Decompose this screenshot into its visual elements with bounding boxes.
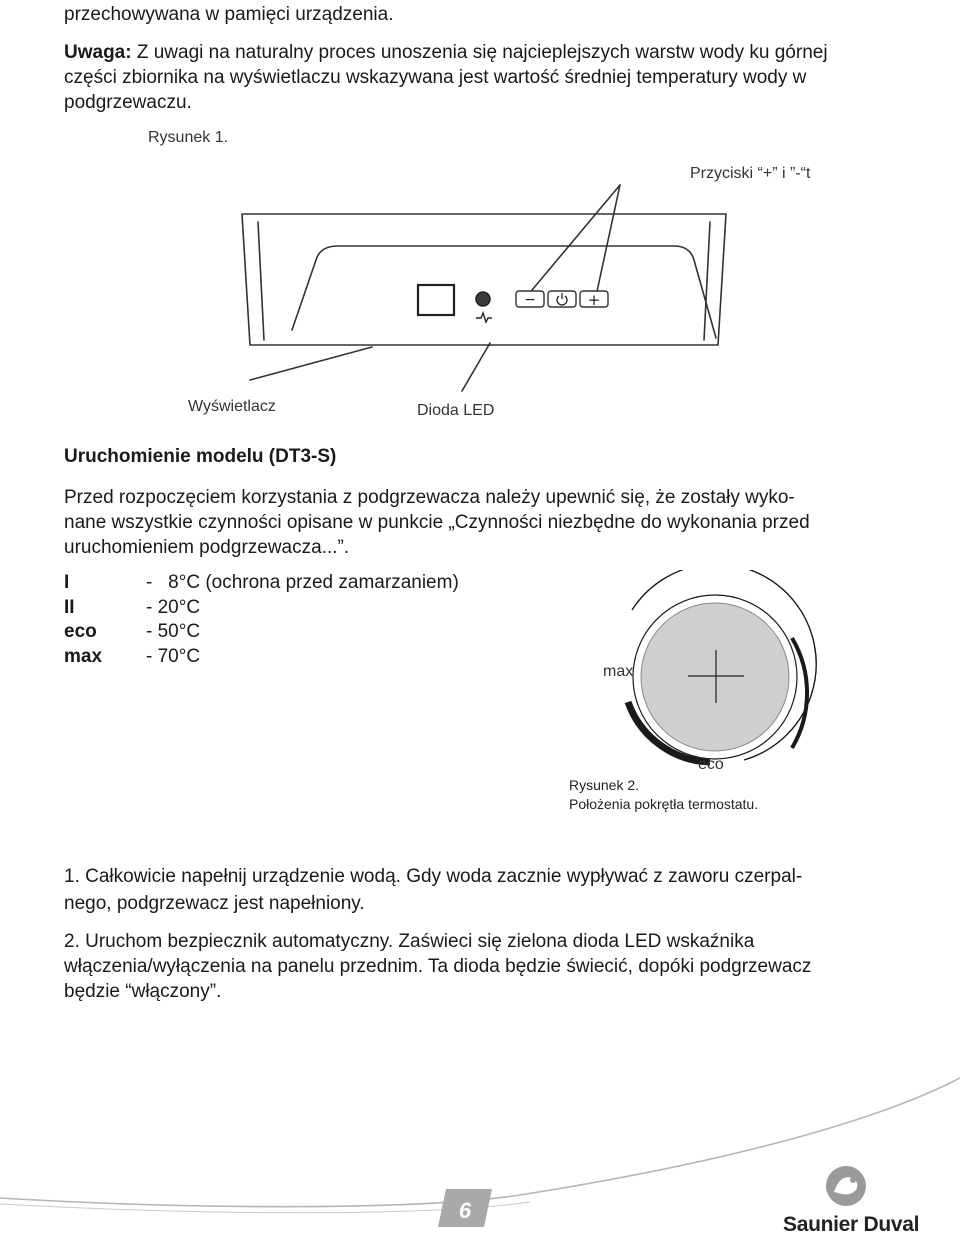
leader-display <box>250 347 372 380</box>
figure1-caption: Rysunek 1. <box>148 129 229 146</box>
brand-name: Saunier Duval <box>783 1213 920 1236</box>
display-label: Wyświetlacz <box>188 398 276 415</box>
note-line-2: części zbiornika na wyświetlaczu wskazywana jest wartość średniej temperatury wody w <box>64 67 807 88</box>
leader-minus <box>527 185 620 296</box>
setting-key: eco <box>64 621 97 642</box>
page-number-badge <box>436 1185 496 1231</box>
display-window <box>418 285 454 315</box>
step-1-line-2: nego, podgrzewacz jest napełniony. <box>64 893 365 914</box>
figure2-caption-title: Rysunek 2. <box>569 777 640 793</box>
note-line-3: podgrzewaczu. <box>64 92 192 113</box>
section-line-1: Przed rozpoczęciem korzystania z podgrzewacza należy upewnić się, że zostały wyko- <box>64 487 795 508</box>
knob-eco-label: eco <box>698 756 724 773</box>
panel-housing <box>242 214 726 345</box>
step-2-line-2: włączenia/wyłączenia na panelu przednim. Ta dioda będzie świecić, dopóki podgrzewacz <box>64 956 812 977</box>
led-label: Dioda LED <box>417 402 495 419</box>
buttons-label: Przyciski “+” i ”-“t <box>690 165 811 182</box>
setting-value: - 8°C (ochrona przed zamarzaniem) <box>146 572 459 593</box>
step-1-line-1: 1. Całkowicie napełnij urządzenie wodą. Gdy woda zacznie wypływać z zaworu czerpal- <box>64 866 803 887</box>
leader-led <box>462 343 490 391</box>
step-2 <box>64 929 884 1004</box>
flame-icon <box>476 313 492 322</box>
setting-value: - 50°C <box>146 621 201 642</box>
panel-right-edge <box>704 222 710 340</box>
note-label: Uwaga: <box>64 42 132 63</box>
leader-plus <box>596 185 620 296</box>
minus-symbol: − <box>524 292 536 308</box>
setting-value: - 20°C <box>146 597 201 618</box>
figure2-caption <box>569 776 758 814</box>
section-heading: Uruchomienie modelu (DT3-S) <box>64 446 337 467</box>
plus-symbol: + <box>587 291 601 309</box>
knob-max-label: max <box>603 663 634 680</box>
control-panel-diagram <box>0 0 960 430</box>
saunier-duval-logo-icon <box>822 1164 870 1208</box>
setting-key: I <box>64 572 70 593</box>
note-text-1: Z uwagi na naturalny proces unoszenia się najcieplejszych warstw wody ku górnej <box>131 42 828 63</box>
figure2-caption-desc: Położenia pokrętła termostatu. <box>569 796 759 812</box>
thermostat-knob-diagram <box>560 570 820 790</box>
step-2-line-3: będzie “włączony”. <box>64 981 222 1002</box>
knob-face <box>641 603 789 751</box>
step-2-line-1: 2. Uruchom bezpiecznik automatyczny. Zaświeci się zielona dioda LED wskaźnika <box>64 931 755 952</box>
led-indicator <box>476 292 490 306</box>
setting-value: - 70°C <box>146 646 201 667</box>
inner-panel <box>292 246 716 338</box>
step-1 <box>64 864 884 916</box>
section-line-3: uruchomieniem podgrzewacza...”. <box>64 537 350 558</box>
section-paragraph <box>64 485 884 560</box>
section-line-2: nane wszystkie czynności opisane w punkcie „Czynności niezbędne do wykonania przed <box>64 512 810 533</box>
page-number: 6 <box>458 1198 472 1223</box>
intro-text: przechowywana w pamięci urządzenia. <box>64 4 394 25</box>
panel-left-edge <box>258 222 264 340</box>
setting-key: II <box>64 597 75 618</box>
setting-key: max <box>64 646 103 667</box>
